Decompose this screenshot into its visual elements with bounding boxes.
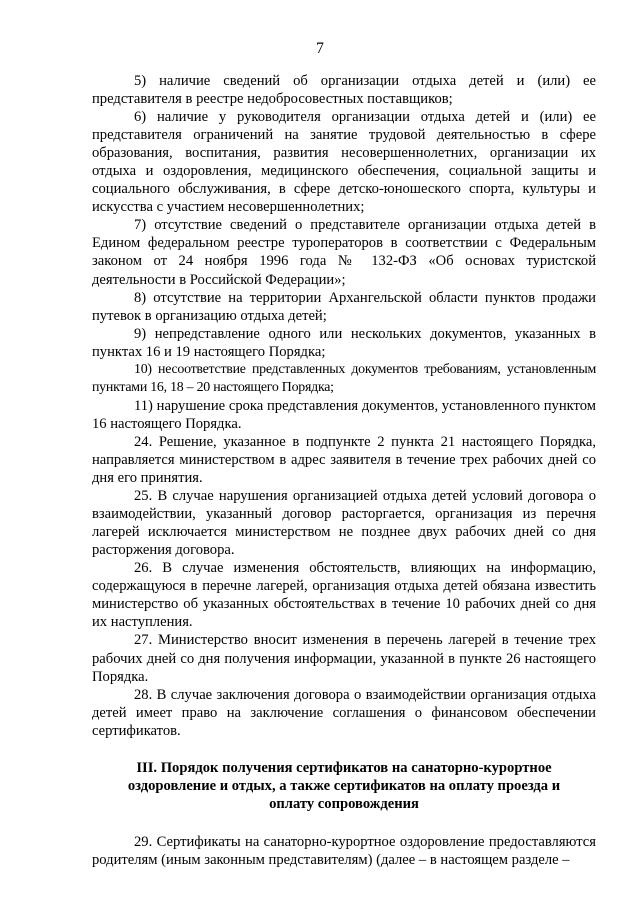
paragraph-clause-27: 27. Министерство вносит изменения в перечень лагерей в течение трех рабочих дней со дня получения информации, указанной в пункте 26 настоящего Порядка.: [92, 632, 596, 685]
paragraph-item-11: 11) нарушение срока представления документов, установленного пунктом 16 настоящего Порядка.: [92, 397, 596, 432]
paragraph-item-6: 6) наличие у руководителя организации отдыха детей и (или) ее представителя ограничений на занятие трудовой деятельностью в сфере образования, воспитания, развития несовершеннолетних, организации их отдыха и оздоровления, медицинского обеспечения, социальной защиты и социального обслуживания, в сфере детско-юношеского спорта, культуры и искусства с участием несовершеннолетних;: [92, 109, 596, 216]
paragraph-item-7: 7) отсутствие сведений о представителе организации отдыха детей в Едином федеральном реестре туроператоров в соответствии с Федеральным законом от 24 ноября 1996 года № 132-ФЗ «Об основах туристской деятельности в Российской Федерации»;: [92, 217, 596, 288]
paragraph-item-5: 5) наличие сведений об организации отдыха детей и (или) ее представителя в реестре недобросовестных поставщиков;: [92, 73, 596, 108]
paragraph-item-9: 9) непредставление одного или нескольких документов, указанных в пунктах 16 и 19 настоящего Порядка;: [92, 325, 596, 360]
document-body: [92, 72, 596, 869]
paragraph-clause-25: 25. В случае нарушения организацией отдыха детей условий договора о взаимодействии, указанный договор расторгается, организация из перечня лагерей исключается министерством не позднее двух рабочих дней со дня расторжения договора.: [92, 488, 596, 559]
paragraph-clause-28: 28. В случае заключения договора о взаимодействии организация отдыха детей имеет право на заключение соглашения о финансовом обеспечении сертификатов.: [92, 686, 596, 739]
paragraph-clause-29: 29. Сертификаты на санаторно-курортное оздоровление предоставляются родителям (иным законным представителям) (далее – в настоящем разделе –: [92, 833, 596, 868]
page-number: 7: [316, 40, 324, 57]
paragraph-item-10: 10) несоответствие представленных документов требованиям, установленным пунктами 16, 18 – 20 настоящего Порядка;: [92, 361, 596, 395]
paragraph-item-8: 8) отсутствие на территории Архангельской области пунктов продажи путевок в организацию отдыха детей;: [92, 289, 596, 324]
paragraph-clause-26: 26. В случае изменения обстоятельств, влияющих на информацию, содержащуюся в перечне лагерей, организация отдыха детей обязана известить министерство об указанных обстоятельствах в течение 10 рабочих дней со дня их наступления.: [92, 560, 596, 631]
section-heading: III. Порядок получения сертификатов на санаторно-курортное оздоровление и отдых, а также сертификатов на оплату проезда и оплату сопровождения: [127, 759, 561, 812]
paragraph-clause-24: 24. Решение, указанное в подпункте 2 пункта 21 настоящего Порядка, направляется министерством в адрес заявителя в течение трех рабочих дней со дня его принятия.: [92, 433, 596, 487]
